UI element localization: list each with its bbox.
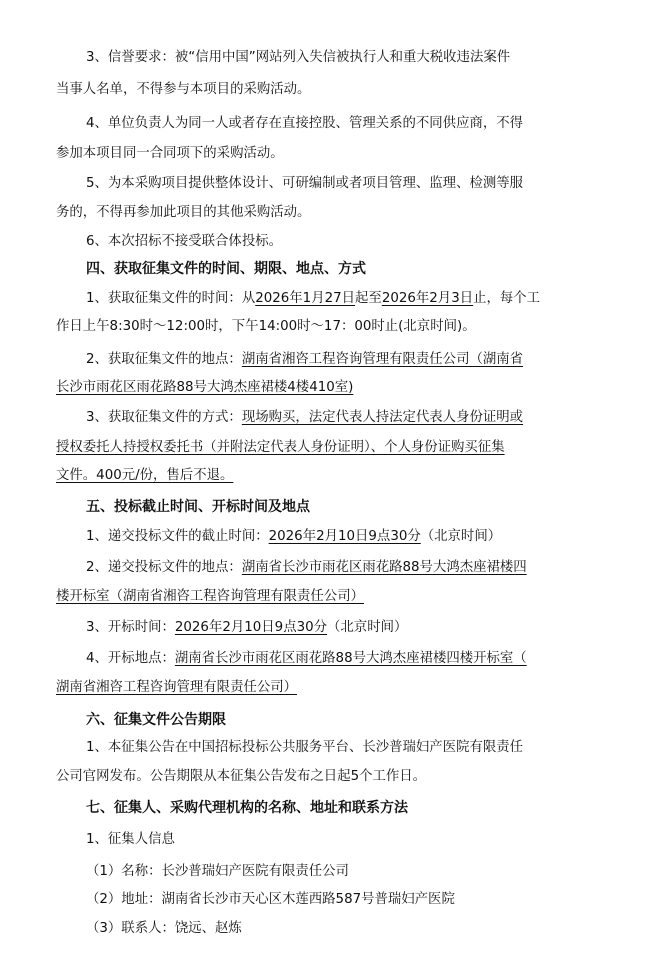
submit-place-value-cont: 楼开标室（湖南省湘咨工程咨询管理有限责任公司） xyxy=(56,589,364,604)
requirement-3-line1: 3、信誉要求：被“信用中国”网站列入失信被执行人和重大税收违法案件 xyxy=(86,50,511,65)
open-time-prefix: 3、开标时间： xyxy=(86,620,175,635)
obtain-method-line3 xyxy=(56,465,602,487)
obtain-place-line2 xyxy=(56,377,602,399)
requirement-5-line2: 务的，不得再参加此项目的其他采购活动。 xyxy=(56,205,311,220)
obtain-method-value-cont: 授权委托人持授权委托书（并附法定代表人身份证明）、个人身份证购买征集 xyxy=(56,440,505,455)
collector-contact: （3）联系人：饶远、赵炼 xyxy=(86,921,242,936)
section-7-heading: 七、征集人、采购代理机构的名称、地址和联系方法 xyxy=(86,800,408,816)
section-4-heading: 四、获取征集文件的时间、期限、地点、方式 xyxy=(86,261,366,277)
submit-place-prefix: 2、递交投标文件的地点： xyxy=(86,560,242,575)
obtain-place-value-cont: 长沙市雨花区雨花路88号大鸿杰座裙楼4楼410室) xyxy=(56,380,354,395)
requirement-4-line2: 参加本项目同一合同项下的采购活动。 xyxy=(56,146,284,161)
collector-info-heading: 1、征集人信息 xyxy=(86,832,175,847)
section-6-heading: 六、征集文件公告期限 xyxy=(86,712,226,728)
collector-name: （1）名称：长沙普瑞妇产医院有限责任公司 xyxy=(86,864,349,879)
open-place-prefix: 4、开标地点： xyxy=(86,651,175,666)
submit-place-value: 湖南省长沙市雨花区雨花路88号大鸿杰座裙楼四 xyxy=(241,560,527,575)
obtain-time-prefix: 1、获取征集文件的时间：从 xyxy=(86,291,256,306)
requirement-6-line1: 6、本次招标不接受联合体投标。 xyxy=(86,234,282,249)
requirement-3-line2: 当事人名单，不得参与本项目的采购活动。 xyxy=(56,82,311,97)
open-time-line xyxy=(86,617,602,639)
bid-deadline-prefix: 1、递交投标文件的截止时间： xyxy=(86,529,269,544)
obtain-time-line1 xyxy=(86,288,602,310)
bid-deadline-suffix: （北京时间） xyxy=(420,529,502,544)
bid-deadline-value: 2026年2月10日9点30分 xyxy=(268,529,421,544)
obtain-time-suffix: 止，每个工 xyxy=(473,291,541,306)
open-place-value: 湖南省长沙市雨花区雨花路88号大鸿杰座裙楼四楼开标室（ xyxy=(174,651,527,666)
obtain-place-prefix: 2、获取征集文件的地点： xyxy=(86,352,242,367)
submit-place-line1 xyxy=(86,557,602,579)
obtain-date-end: 2026年2月3日 xyxy=(381,291,474,306)
requirement-5-line1: 5、为本采购项目提供整体设计、可研编制或者项目管理、监理、检测等服 xyxy=(86,176,524,191)
notice-period-line1: 1、本征集公告在中国招标投标公共服务平台、长沙普瑞妇产医院有限责任 xyxy=(86,740,524,755)
obtain-method-line1 xyxy=(86,407,602,429)
notice-period-line2: 公司官网发布。公告期限从本征集公告发布之日起5个工作日。 xyxy=(56,769,427,784)
obtain-method-prefix: 3、获取征集文件的方式： xyxy=(86,410,242,425)
open-time-value: 2026年2月10日9点30分 xyxy=(174,620,328,635)
obtain-method-line2 xyxy=(56,437,602,459)
bid-deadline-line xyxy=(86,526,602,548)
collector-address: （2）地址：湖南省长沙市天心区木莲西路587号普瑞妇产医院 xyxy=(86,892,455,907)
open-time-suffix: （北京时间） xyxy=(327,620,408,635)
obtain-place-value: 湖南省湘咨工程咨询管理有限责任公司（湖南省 xyxy=(241,352,524,367)
section-5-heading: 五、投标截止时间、开标时间及地点 xyxy=(86,499,310,515)
obtain-method-value: 现场购买，法定代表人持法定代表人身份证明或 xyxy=(241,410,524,425)
requirement-4-line1: 4、单位负责人为同一人或者存在直接控股、管理关系的不同供应商，不得 xyxy=(86,116,524,131)
obtain-time-line2: 作日上午8:30时～12:00时，下午14:00时～17：00时止(北京时间)。 xyxy=(56,319,476,334)
open-place-value-cont: 湖南省湘咨工程咨询管理有限责任公司） xyxy=(56,680,298,695)
obtain-method-value-end: 文件。400元/份，售后不退。 xyxy=(56,468,234,483)
open-place-line2 xyxy=(56,677,602,699)
open-place-line1 xyxy=(86,648,602,670)
obtain-place-line1 xyxy=(86,349,602,371)
obtain-date-start: 2026年1月27日 xyxy=(255,291,356,306)
obtain-time-mid: 起至 xyxy=(355,291,382,306)
submit-place-line2 xyxy=(56,586,602,608)
